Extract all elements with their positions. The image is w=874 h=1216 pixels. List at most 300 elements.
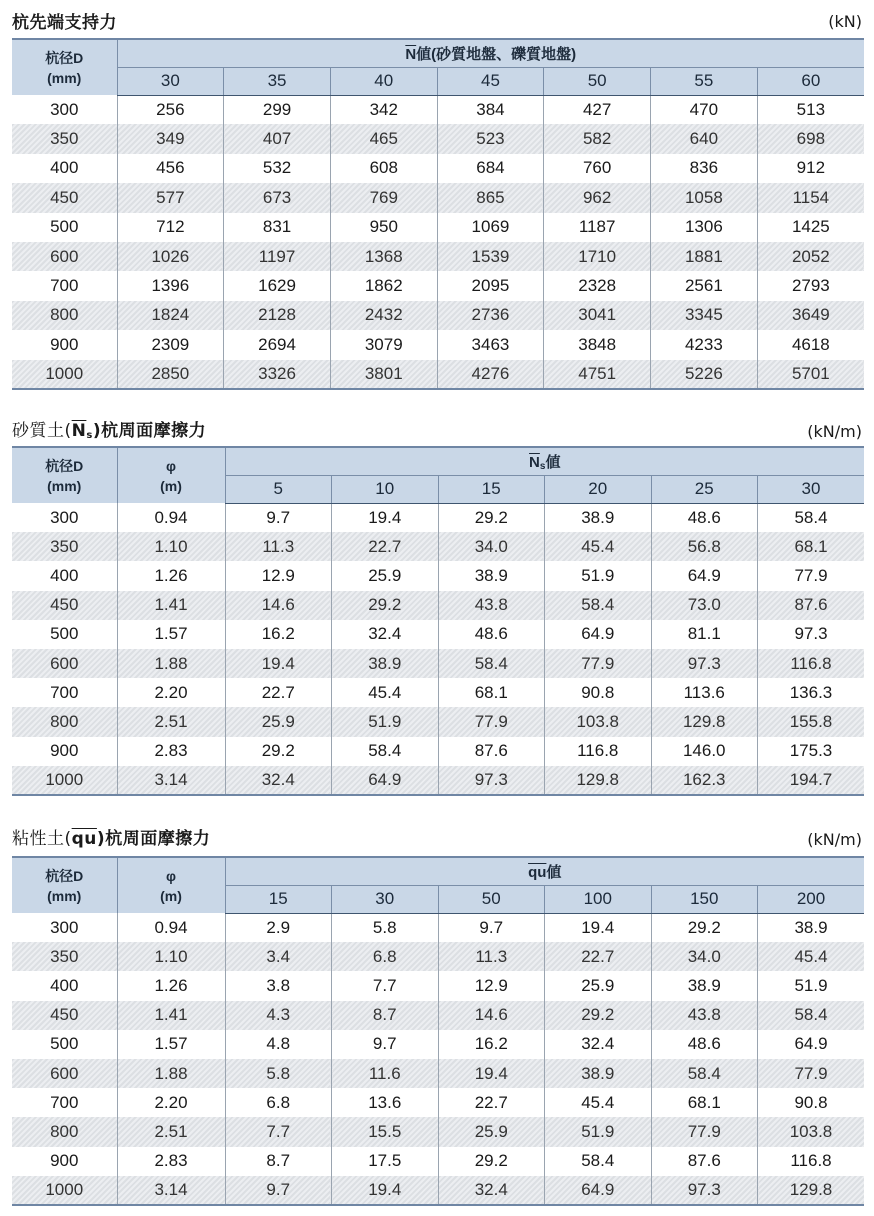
cell-value: 58.4 — [332, 737, 439, 766]
cell-pile-diameter: 1000 — [12, 360, 117, 389]
cohesive-friction-section — [0, 810, 874, 1216]
cell-value: 129.8 — [758, 1176, 865, 1205]
header-phi-unit: (m) — [160, 477, 182, 494]
cell-value: 38.9 — [758, 913, 865, 942]
cell-value: 1881 — [651, 242, 758, 271]
header-ns-col: 25 — [651, 475, 758, 503]
cell-value: 48.6 — [651, 503, 758, 532]
cell-value: 1539 — [437, 242, 544, 271]
cell-value: 25.9 — [545, 971, 652, 1000]
cell-value: 64.9 — [758, 1030, 865, 1059]
cell-pile-diameter: 900 — [50, 741, 79, 761]
cell-value: 1069 — [437, 213, 544, 242]
cohesive-friction-unit: (kN/m) — [807, 830, 862, 849]
cell-value: 836 — [651, 154, 758, 183]
sandy-friction-table — [12, 446, 864, 796]
title-text: 杭先端支持力 — [12, 13, 117, 33]
cell-value: 698 — [757, 124, 864, 153]
cell-pile-diameter: 500 — [50, 1034, 79, 1054]
cell-value: 29.2 — [438, 1147, 545, 1176]
header-phi — [117, 447, 225, 503]
cell-value: 9.7 — [225, 1176, 332, 1205]
cell-phi: 1.26 — [117, 561, 225, 590]
cell-pile-diameter: 800 — [12, 1117, 117, 1146]
header-qu-col: 150 — [651, 885, 758, 913]
header-n-col: 30 — [117, 67, 224, 95]
cell-value: 19.4 — [332, 503, 439, 532]
cell-value: 32.4 — [332, 620, 439, 649]
table-row — [12, 620, 864, 649]
cell-phi: 1.41 — [117, 1001, 225, 1030]
cell-phi: 3.14 — [117, 766, 225, 795]
cell-value: 58.4 — [758, 1001, 865, 1030]
cell-value: 712 — [117, 213, 224, 242]
cell-value: 45.4 — [545, 532, 652, 561]
cell-value: 6.8 — [332, 942, 439, 971]
header-qu-col: 200 — [758, 885, 865, 913]
sandy-friction-unit: (kN/m) — [807, 422, 862, 441]
cell-value: 64.9 — [545, 620, 652, 649]
cell-value: 3848 — [544, 330, 651, 359]
table-row — [12, 124, 864, 153]
cell-pile-diameter: 450 — [12, 183, 117, 212]
cell-value: 22.7 — [438, 1088, 545, 1117]
cell-value: 769 — [330, 183, 437, 212]
cell-value: 11.3 — [225, 532, 332, 561]
tip-bearing-title — [12, 8, 117, 33]
cell-value: 1187 — [544, 213, 651, 242]
cell-phi: 2.20 — [117, 678, 225, 707]
header-diam-label: 杭径D — [45, 457, 84, 474]
cell-value: 2128 — [224, 301, 331, 330]
header-n-col: 60 — [757, 67, 864, 95]
title-prefix: 粘性土( — [12, 829, 72, 849]
cell-value: 513 — [757, 95, 864, 124]
cell-phi: 2.83 — [117, 737, 225, 766]
header-n-col: 45 — [437, 67, 544, 95]
cell-value: 48.6 — [438, 620, 545, 649]
cell-pile-diameter: 400 — [50, 158, 79, 178]
cell-value: 12.9 — [225, 561, 332, 590]
cell-pile-diameter: 350 — [12, 942, 117, 971]
cell-value: 2095 — [437, 271, 544, 300]
cell-value: 25.9 — [225, 707, 332, 736]
cohesive-friction-table — [12, 856, 864, 1206]
table-row — [12, 678, 864, 707]
cell-pile-diameter: 700 — [50, 1092, 79, 1112]
table-row — [12, 649, 864, 678]
cell-value: 97.3 — [438, 766, 545, 795]
table-row — [12, 183, 864, 212]
cell-value: 11.6 — [332, 1059, 439, 1088]
cell-value: 8.7 — [225, 1147, 332, 1176]
cell-value: 116.8 — [758, 1147, 865, 1176]
cell-pile-diameter: 500 — [50, 217, 79, 237]
table-row — [12, 1059, 864, 1088]
cell-value: 77.9 — [438, 707, 545, 736]
table-row — [12, 1088, 864, 1117]
cell-value: 146.0 — [651, 737, 758, 766]
title-subscript: s — [86, 430, 93, 441]
cell-value: 4.3 — [225, 1001, 332, 1030]
cell-pile-diameter: 300 — [50, 99, 79, 119]
cell-value: 45.4 — [758, 942, 865, 971]
cell-value: 2052 — [757, 242, 864, 271]
header-qu-col: 30 — [332, 885, 439, 913]
cell-value: 1306 — [651, 213, 758, 242]
header-pile-diameter — [12, 39, 117, 95]
cell-value: 523 — [437, 124, 544, 153]
cell-value: 77.9 — [758, 561, 865, 590]
cell-pile-diameter: 450 — [12, 1001, 117, 1030]
cell-value: 760 — [544, 154, 651, 183]
group-suffix: 値 — [546, 863, 562, 881]
cell-value: 16.2 — [225, 620, 332, 649]
tip-bearing-section — [0, 0, 874, 400]
cell-pile-diameter: 350 — [12, 124, 117, 153]
cell-pile-diameter: 300 — [50, 507, 79, 527]
cell-value: 950 — [330, 213, 437, 242]
cell-value: 342 — [330, 95, 437, 124]
cell-value: 29.2 — [225, 737, 332, 766]
cell-value: 103.8 — [545, 707, 652, 736]
cell-value: 1154 — [757, 183, 864, 212]
cell-value: 6.8 — [225, 1088, 332, 1117]
header-phi-label: φ — [165, 457, 176, 474]
cell-value: 3079 — [330, 330, 437, 359]
cell-value: 87.6 — [438, 737, 545, 766]
cell-phi: 1.26 — [117, 971, 225, 1000]
cell-value: 34.0 — [438, 532, 545, 561]
cell-value: 3041 — [544, 301, 651, 330]
title-suffix: )杭周面摩擦力 — [96, 829, 211, 849]
cell-value: 577 — [117, 183, 224, 212]
tip-bearing-unit: (kN) — [828, 12, 862, 31]
cell-value: 3345 — [651, 301, 758, 330]
cell-phi: 0.94 — [117, 503, 225, 532]
cell-pile-diameter: 800 — [12, 301, 117, 330]
cell-value: 51.9 — [332, 707, 439, 736]
cell-value: 5.8 — [332, 913, 439, 942]
cell-value: 11.3 — [438, 942, 545, 971]
cell-value: 15.5 — [332, 1117, 439, 1146]
header-n-value-group — [117, 39, 864, 67]
cell-value: 22.7 — [545, 942, 652, 971]
cell-pile-diameter: 1000 — [12, 1176, 117, 1205]
cell-value: 2309 — [117, 330, 224, 359]
cell-value: 129.8 — [651, 707, 758, 736]
cell-phi: 1.10 — [117, 532, 225, 561]
group-symbol: $\overline{N}$ — [405, 45, 417, 63]
header-phi-label: φ — [165, 867, 176, 884]
header-pile-diameter — [12, 857, 117, 913]
cell-value: 2.9 — [225, 913, 332, 942]
cell-value: 32.4 — [438, 1176, 545, 1205]
header-ns-col: 15 — [438, 475, 545, 503]
cell-phi: 2.83 — [117, 1147, 225, 1176]
cell-pile-diameter: 450 — [12, 591, 117, 620]
cell-value: 38.9 — [651, 971, 758, 1000]
group-symbol: $\overline{qu}$ — [528, 863, 547, 881]
cell-pile-diameter: 900 — [50, 334, 79, 354]
cell-value: 12.9 — [438, 971, 545, 1000]
cell-value: 5.8 — [225, 1059, 332, 1088]
cell-pile-diameter: 600 — [12, 1059, 117, 1088]
cell-value: 22.7 — [225, 678, 332, 707]
cell-value: 32.4 — [225, 766, 332, 795]
cell-value: 2432 — [330, 301, 437, 330]
cell-value: 38.9 — [332, 649, 439, 678]
cell-value: 77.9 — [651, 1117, 758, 1146]
cell-value: 3801 — [330, 360, 437, 389]
header-diam-label: 杭径D — [45, 49, 84, 66]
cell-value: 64.9 — [651, 561, 758, 590]
cell-value: 87.6 — [758, 591, 865, 620]
cell-value: 194.7 — [758, 766, 865, 795]
cell-phi: 2.51 — [117, 1117, 225, 1146]
cell-value: 2328 — [544, 271, 651, 300]
cell-value: 90.8 — [545, 678, 652, 707]
cell-value: 25.9 — [438, 1117, 545, 1146]
cell-value: 4618 — [757, 330, 864, 359]
group-subscript: s — [539, 460, 546, 472]
header-diam-unit: (mm) — [47, 887, 82, 904]
cell-value: 29.2 — [332, 591, 439, 620]
cell-value: 912 — [757, 154, 864, 183]
table-row — [12, 242, 864, 271]
table-row — [12, 154, 864, 183]
cell-pile-diameter: 600 — [12, 242, 117, 271]
cell-pile-diameter: 700 — [50, 276, 79, 296]
cell-value: 64.9 — [545, 1176, 652, 1205]
cell-value: 43.8 — [438, 591, 545, 620]
cell-value: 3.4 — [225, 942, 332, 971]
cell-value: 8.7 — [332, 1001, 439, 1030]
table-row — [12, 971, 864, 1000]
table-row — [12, 1176, 864, 1205]
group-suffix: 値 — [545, 453, 561, 471]
cell-value: 2793 — [757, 271, 864, 300]
header-ns-col: 5 — [225, 475, 332, 503]
cell-value: 25.9 — [332, 561, 439, 590]
cell-value: 1629 — [224, 271, 331, 300]
header-ns-value-group — [225, 447, 864, 475]
title-symbol: $\overline{N}$ — [71, 421, 87, 441]
cell-value: 68.1 — [758, 532, 865, 561]
cell-value: 87.6 — [651, 1147, 758, 1176]
cell-value: 2736 — [437, 301, 544, 330]
cell-value: 1026 — [117, 242, 224, 271]
cell-value: 465 — [330, 124, 437, 153]
cell-value: 45.4 — [332, 678, 439, 707]
cell-value: 3649 — [757, 301, 864, 330]
title-suffix: )杭周面摩擦力 — [92, 421, 207, 441]
title-prefix: 砂質土( — [12, 421, 72, 441]
cell-phi: 1.57 — [117, 620, 225, 649]
cell-value: 1197 — [224, 242, 331, 271]
tip-bearing-table — [12, 38, 864, 390]
cell-value: 865 — [437, 183, 544, 212]
table-row — [12, 95, 864, 124]
cell-pile-diameter: 700 — [50, 682, 79, 702]
cell-value: 58.4 — [651, 1059, 758, 1088]
header-n-col: 40 — [330, 67, 437, 95]
cell-phi: 1.57 — [117, 1030, 225, 1059]
cell-value: 4233 — [651, 330, 758, 359]
cell-value: 64.9 — [332, 766, 439, 795]
cell-value: 19.4 — [225, 649, 332, 678]
header-phi — [117, 857, 225, 913]
header-phi-unit: (m) — [160, 887, 182, 904]
cell-value: 129.8 — [545, 766, 652, 795]
cell-pile-diameter: 350 — [12, 532, 117, 561]
cell-value: 582 — [544, 124, 651, 153]
cell-value: 532 — [224, 154, 331, 183]
cell-value: 2694 — [224, 330, 331, 359]
table-row — [12, 503, 864, 532]
cell-value: 81.1 — [651, 620, 758, 649]
cell-value: 38.9 — [545, 503, 652, 532]
cell-value: 19.4 — [332, 1176, 439, 1205]
cell-value: 45.4 — [545, 1088, 652, 1117]
cell-value: 116.8 — [758, 649, 865, 678]
cell-value: 684 — [437, 154, 544, 183]
cell-value: 9.7 — [438, 913, 545, 942]
cell-value: 34.0 — [651, 942, 758, 971]
cell-value: 29.2 — [651, 913, 758, 942]
cell-value: 58.4 — [545, 1147, 652, 1176]
cell-value: 77.9 — [758, 1059, 865, 1088]
cell-value: 51.9 — [545, 1117, 652, 1146]
header-qu-col: 100 — [545, 885, 652, 913]
header-ns-col: 30 — [758, 475, 865, 503]
cell-value: 1710 — [544, 242, 651, 271]
header-qu-col: 50 — [438, 885, 545, 913]
cell-value: 299 — [224, 95, 331, 124]
cell-value: 68.1 — [438, 678, 545, 707]
cell-phi: 1.88 — [117, 649, 225, 678]
cell-phi: 3.14 — [117, 1176, 225, 1205]
cell-value: 3463 — [437, 330, 544, 359]
cell-value: 14.6 — [225, 591, 332, 620]
cell-value: 155.8 — [758, 707, 865, 736]
cell-value: 640 — [651, 124, 758, 153]
cell-value: 9.7 — [225, 503, 332, 532]
group-suffix: 値(砂質地盤、礫質地盤) — [416, 45, 577, 63]
cell-value: 58.4 — [758, 503, 865, 532]
cell-value: 48.6 — [651, 1030, 758, 1059]
cell-value: 1862 — [330, 271, 437, 300]
cell-value: 29.2 — [545, 1001, 652, 1030]
cell-value: 17.5 — [332, 1147, 439, 1176]
cell-value: 116.8 — [545, 737, 652, 766]
table-row — [12, 213, 864, 242]
table-row — [12, 707, 864, 736]
table-row — [12, 913, 864, 942]
table-row — [12, 360, 864, 389]
cell-value: 831 — [224, 213, 331, 242]
cell-value: 68.1 — [651, 1088, 758, 1117]
cell-phi: 1.41 — [117, 591, 225, 620]
cell-pile-diameter: 400 — [50, 975, 79, 995]
cell-phi: 0.94 — [117, 913, 225, 942]
cell-pile-diameter: 400 — [50, 565, 79, 585]
cell-value: 7.7 — [225, 1117, 332, 1146]
cohesive-friction-title — [12, 824, 210, 849]
cell-value: 113.6 — [651, 678, 758, 707]
table-row — [12, 1030, 864, 1059]
cell-value: 608 — [330, 154, 437, 183]
cell-value: 38.9 — [545, 1059, 652, 1088]
cell-value: 3.8 — [225, 971, 332, 1000]
cell-pile-diameter: 600 — [12, 649, 117, 678]
table-row — [12, 942, 864, 971]
header-pile-diameter — [12, 447, 117, 503]
cell-value: 51.9 — [758, 971, 865, 1000]
table-row — [12, 330, 864, 359]
header-qu-value-group — [225, 857, 864, 885]
header-diam-unit: (mm) — [47, 69, 82, 86]
cell-value: 4276 — [437, 360, 544, 389]
cell-pile-diameter: 800 — [12, 707, 117, 736]
header-diam-label: 杭径D — [45, 867, 84, 884]
cell-value: 1058 — [651, 183, 758, 212]
header-diam-unit: (mm) — [47, 477, 82, 494]
cell-value: 19.4 — [545, 913, 652, 942]
cell-phi: 2.51 — [117, 707, 225, 736]
cell-value: 97.3 — [651, 1176, 758, 1205]
cell-value: 58.4 — [545, 591, 652, 620]
cell-value: 256 — [117, 95, 224, 124]
cell-value: 2561 — [651, 271, 758, 300]
cell-pile-diameter: 300 — [50, 917, 79, 937]
header-ns-col: 20 — [545, 475, 652, 503]
header-ns-col: 10 — [332, 475, 439, 503]
cell-value: 103.8 — [758, 1117, 865, 1146]
cell-value: 349 — [117, 124, 224, 153]
cell-value: 14.6 — [438, 1001, 545, 1030]
cell-pile-diameter: 1000 — [12, 766, 117, 795]
cell-value: 962 — [544, 183, 651, 212]
cell-value: 13.6 — [332, 1088, 439, 1117]
group-symbol: $\overline{N}$ — [529, 453, 540, 471]
cell-value: 32.4 — [545, 1030, 652, 1059]
cell-value: 2850 — [117, 360, 224, 389]
cell-value: 97.3 — [651, 649, 758, 678]
cell-value: 73.0 — [651, 591, 758, 620]
cell-value: 43.8 — [651, 1001, 758, 1030]
cell-value: 4751 — [544, 360, 651, 389]
cell-phi: 2.20 — [117, 1088, 225, 1117]
cell-value: 162.3 — [651, 766, 758, 795]
cell-value: 407 — [224, 124, 331, 153]
cell-value: 22.7 — [332, 532, 439, 561]
table-row — [12, 532, 864, 561]
cell-value: 38.9 — [438, 561, 545, 590]
table-row — [12, 737, 864, 766]
cell-value: 1368 — [330, 242, 437, 271]
title-symbol: $\overline{qu}$ — [71, 829, 97, 849]
cell-pile-diameter: 500 — [50, 624, 79, 644]
cell-value: 1425 — [757, 213, 864, 242]
cell-value: 456 — [117, 154, 224, 183]
cell-value: 5701 — [757, 360, 864, 389]
cell-value: 427 — [544, 95, 651, 124]
cell-phi: 1.10 — [117, 942, 225, 971]
table-row — [12, 591, 864, 620]
cell-pile-diameter: 900 — [50, 1151, 79, 1171]
cell-value: 97.3 — [758, 620, 865, 649]
